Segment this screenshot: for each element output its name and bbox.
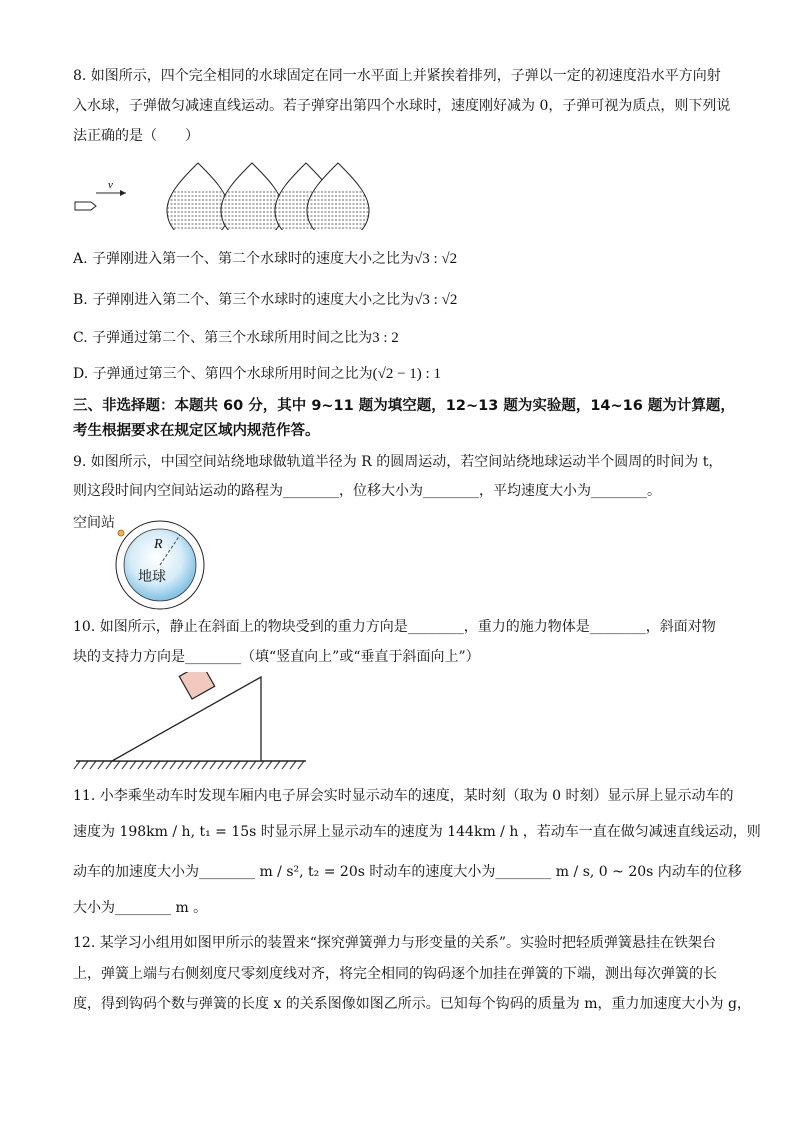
q11-text-line2: 速度为 198km / h, t₁ = 15s 时显示屏上显示动车的速度为 144km / h ，若动车一直在做匀减速直线运动，则: [73, 824, 761, 840]
velocity-label: v: [108, 179, 113, 191]
earth-label: 地球: [138, 569, 166, 585]
q8-text-line3: 法正确的是（ ）: [73, 128, 199, 144]
q8-option-c: [73, 327, 399, 349]
q8-option-c-text: C. 子弹通过第二个、第三个水球所用时间之比为: [73, 330, 373, 346]
q8-option-b-text: B. 子弹刚进入第二个、第三个水球时的速度大小之比为: [73, 292, 415, 308]
space-station-figure: [70, 510, 230, 610]
q8-option-d-text: D. 子弹通过第三个、第四个水球所用时间之比为: [73, 366, 373, 382]
section3-heading-line2: 考生根据要求在规定区域内规范作答。: [73, 423, 320, 439]
q8-option-d-math: (√2 − 1) : 1: [372, 366, 441, 382]
space-station-icon: [118, 530, 124, 536]
section3-heading-line1: 三、非选择题：本题共 60 分，其中 9~11 题为填空题，12~13 题为实验题，14~16 题为计算题，: [73, 398, 735, 414]
radius-label: R: [154, 537, 163, 552]
water-balls-figure: [70, 160, 370, 230]
water-ball-2: [221, 163, 283, 230]
space-station-label: 空间站: [73, 515, 115, 531]
q8-text-line1: 8. 如图所示，四个完全相同的水球固定在同一水平面上并紧挨着排列，子弹以一定的初速度沿水平方向射: [73, 68, 721, 84]
q9-text-line2: 则这段时间内空间站运动的路程为________，位移大小为________，平均速度大小为________。: [73, 483, 661, 499]
q8-option-b: [73, 289, 457, 311]
q8-option-d: [73, 363, 441, 385]
q11-text-line3: 动车的加速度大小为________ m / s², t₂ = 20s 时动车的速度大小为________ m / s, 0 ~ 20s 内动车的位移: [73, 864, 742, 880]
block-icon: [179, 672, 214, 699]
q9-text-line1: 9. 如图所示，中国空间站绕地球做轨道半径为 R 的圆周运动，若空间站绕地球运动半个圆周的时间为 t，: [73, 454, 723, 470]
q10-text-line2: 块的支持力方向是________（填“竖直向上”或“垂直于斜面向上”）: [73, 649, 480, 665]
q8-option-a-text: A. 子弹刚进入第一个、第二个水球时的速度大小之比为: [73, 251, 415, 267]
q12-text-line2: 上，弹簧上端与右侧刻度尺零刻度线对齐，将完全相同的钩码逐个加挂在弹簧的下端，测出每次弹簧的长: [73, 966, 717, 982]
q12-text-line1: 12. 某学习小组用如图甲所示的装置来“探究弹簧弹力与形变量的关系”。实验时把轻质弹簧悬挂在铁架台: [73, 935, 717, 951]
q11-text-line1: 11. 小李乘坐动车时发现车厢内电子屏会实时显示动车的速度，某时刻（取为 0 时刻）显示屏上显示动车的: [73, 788, 734, 804]
bullet-icon: [75, 202, 96, 210]
q8-option-a: [73, 248, 457, 270]
q11-text-line4: 大小为________ m 。: [73, 900, 208, 916]
water-ball-1: [167, 163, 229, 230]
q8-option-c-math: 3 : 2: [372, 330, 399, 346]
q8-text-line2: 入水球，子弹做匀减速直线运动。若子弹穿出第四个水球时，速度刚好减为 0，子弹可视为质点，则下列说: [73, 98, 731, 114]
ground-hatch: [74, 761, 304, 769]
q8-option-a-math: √3 : √2: [414, 251, 458, 267]
incline-figure: [72, 672, 312, 776]
q10-text-line1: 10. 如图所示，静止在斜面上的物块受到的重力方向是________，重力的施力物体是________，斜面对物: [73, 619, 716, 635]
q8-option-b-math: √3 : √2: [414, 292, 458, 308]
q12-text-line3: 度，得到钩码个数与弹簧的长度 x 的关系图像如图乙所示。已知每个钩码的质量为 m，重力加速度大小为 g，: [73, 996, 751, 1012]
